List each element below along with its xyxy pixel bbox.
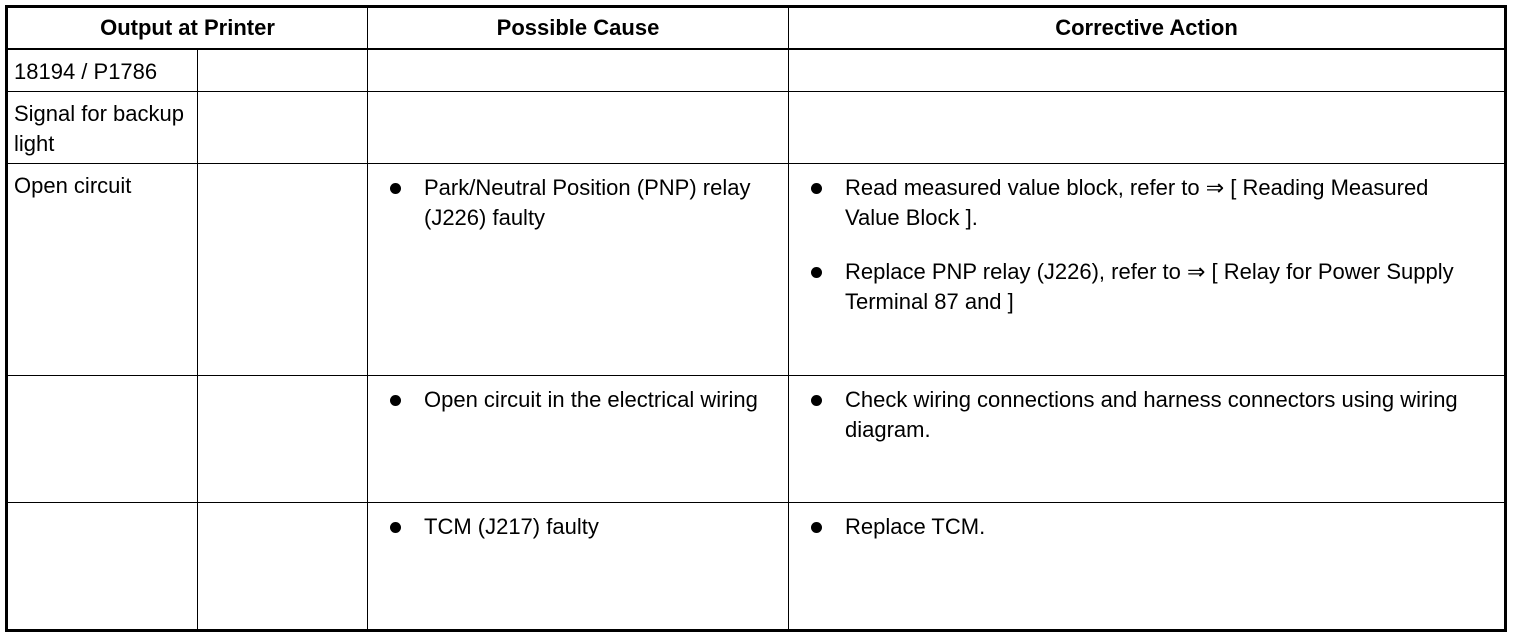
- action-item: [811, 257, 1486, 317]
- empty-cell: [8, 503, 198, 629]
- action-cell: [789, 376, 1504, 503]
- action-text: Replace TCM.: [845, 514, 986, 539]
- cause-list: [368, 164, 788, 233]
- cause-text: Park/Neutral Position (PNP) relay (J226) faulty: [424, 175, 751, 230]
- empty-cell: [368, 50, 789, 92]
- action-list: [789, 503, 1504, 542]
- action-cell: [789, 164, 1504, 376]
- bullet-icon: [811, 395, 822, 406]
- action-cell: [789, 503, 1504, 629]
- bullet-icon: [390, 395, 401, 406]
- empty-cell: [198, 503, 368, 629]
- header-output-at-printer: Output at Printer: [8, 8, 368, 50]
- empty-cell: [368, 92, 789, 164]
- cause-list: [368, 376, 788, 415]
- empty-cell: [198, 50, 368, 92]
- action-item: [811, 385, 1486, 445]
- fault-type-cell: Open circuit: [8, 164, 198, 376]
- cause-cell: [368, 164, 789, 376]
- cause-text: TCM (J217) faulty: [424, 514, 599, 539]
- action-text: Check wiring connections and harness connectors using wiring diagram.: [845, 387, 1458, 442]
- action-text: Read measured value block, refer to ⇒ [ Reading Measured Value Block ].: [845, 175, 1429, 230]
- empty-cell: [198, 164, 368, 376]
- action-list: [789, 376, 1504, 445]
- empty-cell: [789, 50, 1504, 92]
- action-item: [811, 512, 1486, 542]
- action-text: Replace PNP relay (J226), refer to ⇒ [ Relay for Power Supply Terminal 87 and ]: [845, 259, 1454, 314]
- empty-cell: [8, 376, 198, 503]
- action-item: [811, 173, 1486, 233]
- empty-cell: [789, 92, 1504, 164]
- header-possible-cause: Possible Cause: [368, 8, 789, 50]
- cause-cell: [368, 503, 789, 629]
- cause-text: Open circuit in the electrical wiring: [424, 387, 758, 412]
- signal-description-cell: Signal for backup light: [8, 92, 198, 164]
- header-corrective-action: Corrective Action: [789, 8, 1504, 50]
- cause-cell: [368, 376, 789, 503]
- bullet-icon: [390, 183, 401, 194]
- cause-item: [390, 512, 770, 542]
- fault-code-cell: 18194 / P1786: [8, 50, 198, 92]
- bullet-icon: [811, 183, 822, 194]
- cause-list: [368, 503, 788, 542]
- cause-item: [390, 173, 770, 233]
- bullet-icon: [390, 522, 401, 533]
- empty-cell: [198, 92, 368, 164]
- diagnostic-table: [5, 5, 1507, 632]
- action-list: [789, 164, 1504, 317]
- cause-item: [390, 385, 770, 415]
- bullet-icon: [811, 267, 822, 278]
- bullet-icon: [811, 522, 822, 533]
- empty-cell: [198, 376, 368, 503]
